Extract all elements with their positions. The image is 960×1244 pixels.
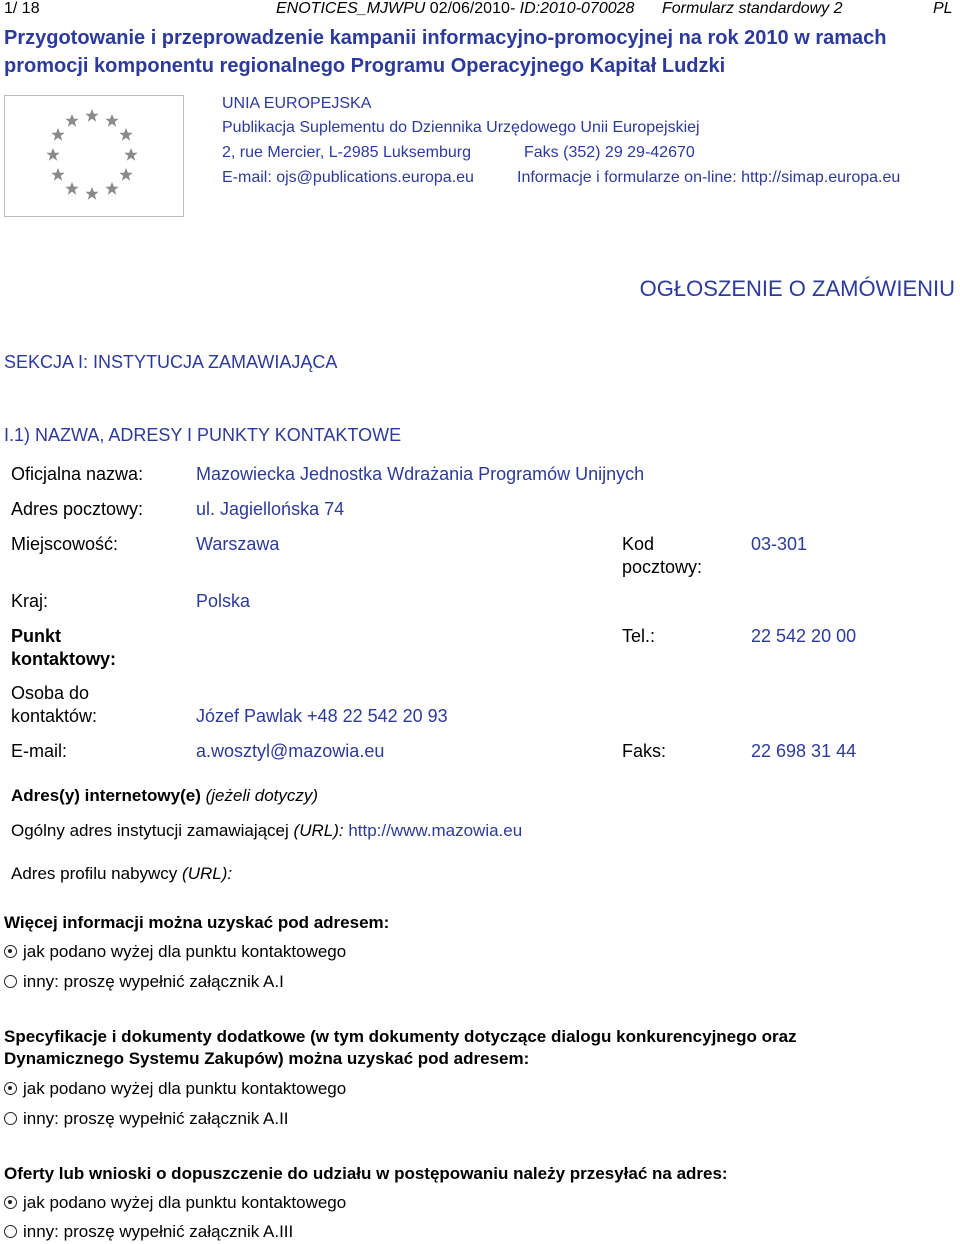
general-address-url[interactable]: http://www.mazowia.eu bbox=[348, 821, 523, 840]
office-email: E-mail: ojs@publications.europa.eu bbox=[222, 169, 474, 186]
country-value: Polska bbox=[196, 591, 251, 611]
offers-heading: Oferty lub wnioski o dopuszczenie do udziału w postępowaniu należy przesyłać na adres: bbox=[4, 1164, 728, 1183]
specs-option-1[interactable] bbox=[4, 1079, 346, 1099]
office-address: 2, rue Mercier, L-2985 Luksemburg bbox=[222, 144, 472, 161]
radio-unselected-icon[interactable] bbox=[4, 1225, 17, 1238]
internet-heading-note: (jeżeli dotyczy) bbox=[205, 786, 319, 805]
internet-heading bbox=[11, 786, 318, 806]
contact-point-label-line1: Punkt bbox=[11, 626, 62, 646]
more-info-option-1[interactable] bbox=[4, 942, 346, 962]
postal-address-label: Adres pocztowy: bbox=[11, 499, 144, 519]
publication-label: Publikacja Suplementu do Dziennika Urzędowego Unii Europejskiej bbox=[222, 119, 700, 136]
internet-heading-text: Adres(y) internetowy(e) bbox=[11, 786, 201, 805]
country-label: Kraj: bbox=[11, 591, 49, 611]
notice-date: 02/06/2010 bbox=[429, 0, 510, 17]
section-heading: SEKCJA I: INSTYTUCJA ZAMAWIAJĄCA bbox=[4, 352, 338, 372]
language: PL bbox=[933, 0, 953, 17]
online-info: Informacje i formularze on-line: http://simap.europa.eu bbox=[517, 169, 901, 186]
general-address-label: Ogólny adres instytucji zamawiającej bbox=[11, 821, 289, 840]
offers-option-2[interactable] bbox=[4, 1222, 293, 1242]
postal-address-value: ul. Jagiellońska 74 bbox=[196, 499, 345, 519]
eu-stars-icon bbox=[5, 96, 183, 216]
email-label: E-mail: bbox=[11, 741, 68, 761]
city-label: Miejscowość: bbox=[11, 534, 119, 554]
buyer-profile-label: Adres profilu nabywcy bbox=[11, 864, 178, 883]
radio-selected-icon[interactable] bbox=[4, 945, 17, 958]
more-info-option-2[interactable] bbox=[4, 972, 284, 992]
contact-person-label-line2: kontaktów: bbox=[11, 706, 98, 726]
notice-id: ENOTICES_MJWPU bbox=[276, 0, 426, 17]
specs-heading-line2: Dynamicznego Systemu Zakupów) można uzyskać pod adresem: bbox=[4, 1049, 530, 1068]
more-info-option-1-label: jak podano wyżej dla punktu kontaktowego bbox=[23, 942, 347, 961]
fax-value: 22 698 31 44 bbox=[751, 741, 857, 761]
buyer-profile-row bbox=[11, 864, 232, 884]
general-address-row bbox=[11, 821, 522, 841]
fax-label: Faks: bbox=[622, 741, 667, 761]
specs-option-2-label: inny: proszę wypełnić załącznik A.II bbox=[23, 1109, 289, 1128]
page-number: 1/ 18 bbox=[4, 0, 40, 17]
offers-option-1[interactable] bbox=[4, 1193, 346, 1213]
email-value: a.wosztyl@mazowia.eu bbox=[196, 741, 385, 761]
office-fax: Faks (352) 29 29-42670 bbox=[524, 144, 695, 161]
more-info-option-2-label: inny: proszę wypełnić załącznik A.I bbox=[23, 972, 284, 991]
contact-person-label-line1: Osoba do bbox=[11, 683, 90, 703]
radio-unselected-icon[interactable] bbox=[4, 1112, 17, 1125]
union-label: UNIA EUROPEJSKA bbox=[222, 95, 372, 112]
official-name-value: Mazowiecka Jednostka Wdrażania Programów Unijnych bbox=[196, 464, 645, 484]
more-info-heading: Więcej informacji można uzyskać pod adresem: bbox=[4, 913, 390, 932]
notice-id-number: - ID:2010-070028 bbox=[509, 0, 635, 17]
city-value: Warszawa bbox=[196, 534, 280, 554]
general-address-url-note: (URL): bbox=[293, 821, 344, 840]
eu-flag-logo bbox=[4, 95, 184, 217]
specs-option-2[interactable] bbox=[4, 1109, 289, 1129]
offers-option-2-label: inny: proszę wypełnić załącznik A.III bbox=[23, 1222, 294, 1241]
official-name-label: Oficjalna nazwa: bbox=[11, 464, 144, 484]
contact-point-label-line2: kontaktowy: bbox=[11, 649, 117, 669]
tel-label: Tel.: bbox=[622, 626, 656, 646]
tel-value: 22 542 20 00 bbox=[751, 626, 857, 646]
radio-selected-icon[interactable] bbox=[4, 1082, 17, 1095]
radio-selected-icon[interactable] bbox=[4, 1196, 17, 1209]
postcode-label-line2: pocztowy: bbox=[622, 557, 703, 577]
notice-ref bbox=[276, 0, 634, 18]
postcode-label-line1: Kod bbox=[622, 534, 655, 554]
contact-person-value: Józef Pawlak +48 22 542 20 93 bbox=[196, 706, 448, 726]
notice-title: OGŁOSZENIE O ZAMÓWIENIU bbox=[639, 276, 955, 301]
specs-option-1-label: jak podano wyżej dla punktu kontaktowego bbox=[23, 1079, 347, 1098]
radio-unselected-icon[interactable] bbox=[4, 975, 17, 988]
specs-heading-line1: Specyfikacje i dokumenty dodatkowe (w tym dokumenty dotyczące dialogu konkurencyjnego oraz bbox=[4, 1027, 797, 1046]
top-line bbox=[0, 0, 960, 22]
subsection-heading: I.1) NAZWA, ADRESY I PUNKTY KONTAKTOWE bbox=[4, 425, 402, 445]
postcode-value: 03-301 bbox=[751, 534, 808, 554]
page-title: Przygotowanie i przeprowadzenie kampanii informacyjno-promocyjnej na rok 2010 w ramach promocji komponentu regionalnego Programu Operacyjnego Kapitał Ludzki bbox=[4, 27, 887, 77]
offers-option-1-label: jak podano wyżej dla punktu kontaktowego bbox=[23, 1193, 347, 1212]
form-type: Formularz standardowy 2 bbox=[662, 0, 843, 17]
buyer-profile-url-note: (URL): bbox=[182, 864, 233, 883]
